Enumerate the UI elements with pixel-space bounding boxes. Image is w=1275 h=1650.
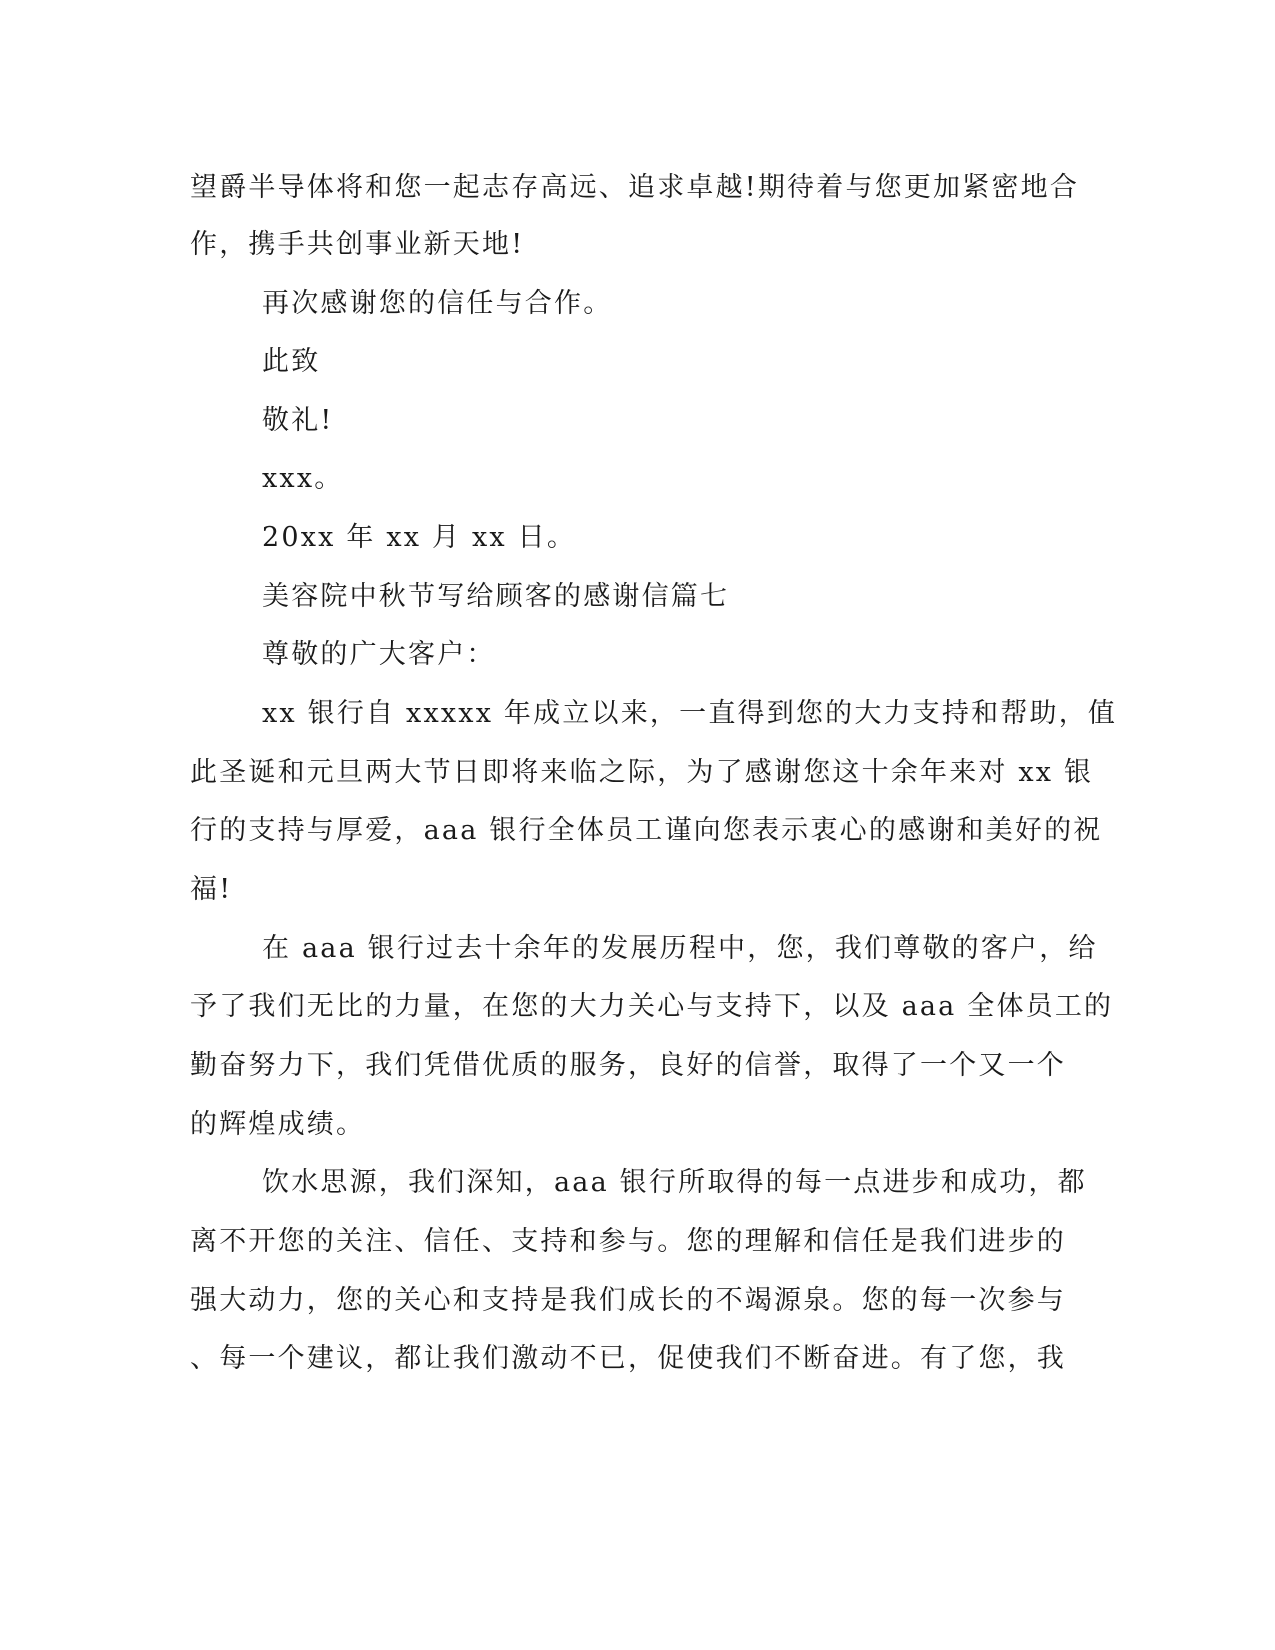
text-line: 离不开您的关注、信任、支持和参与。您的理解和信任是我们进步的: [190, 1226, 1066, 1257]
text-line: 在 aaa 银行过去十余年的发展历程中，您，我们尊敬的客户，给: [262, 933, 1098, 964]
text-line: 强大动力，您的关心和支持是我们成长的不竭源泉。您的每一次参与: [190, 1285, 1066, 1316]
text-line: 作，携手共创事业新天地!: [190, 229, 525, 260]
text-line: 望爵半导体将和您一起志存高远、追求卓越!期待着与您更加紧密地合: [190, 172, 1080, 203]
section-title: 美容院中秋节写给顾客的感谢信篇七: [262, 581, 730, 612]
date-line: 20xx 年 xx 月 xx 日。: [262, 522, 577, 553]
text-line: 此致: [262, 346, 321, 377]
text-line: 再次感谢您的信任与合作。: [262, 288, 613, 319]
text-line: 敬礼!: [262, 405, 334, 436]
text-line: 饮水思源，我们深知，aaa 银行所取得的每一点进步和成功，都: [262, 1167, 1087, 1198]
salutation: 尊敬的广大客户：: [262, 639, 496, 670]
signature-line: xxx。: [262, 463, 344, 494]
text-line: 此圣诞和元旦两大节日即将来临之际，为了感谢您这十余年来对 xx 银: [190, 757, 1094, 788]
text-line: 予了我们无比的力量，在您的大力关心与支持下，以及 aaa 全体员工的: [190, 991, 1114, 1022]
text-line: 福!: [190, 874, 233, 905]
text-line: xx 银行自 xxxxx 年成立以来，一直得到您的大力支持和帮助，值: [262, 698, 1118, 729]
text-line: 勤奋努力下，我们凭借优质的服务，良好的信誉，取得了一个又一个: [190, 1050, 1066, 1081]
text-line: 的辉煌成绩。: [190, 1109, 366, 1140]
text-line: 行的支持与厚爱，aaa 银行全体员工谨向您表示衷心的感谢和美好的祝: [190, 815, 1103, 846]
text-line: 、每一个建议，都让我们激动不已，促使我们不断奋进。有了您，我: [190, 1343, 1066, 1374]
